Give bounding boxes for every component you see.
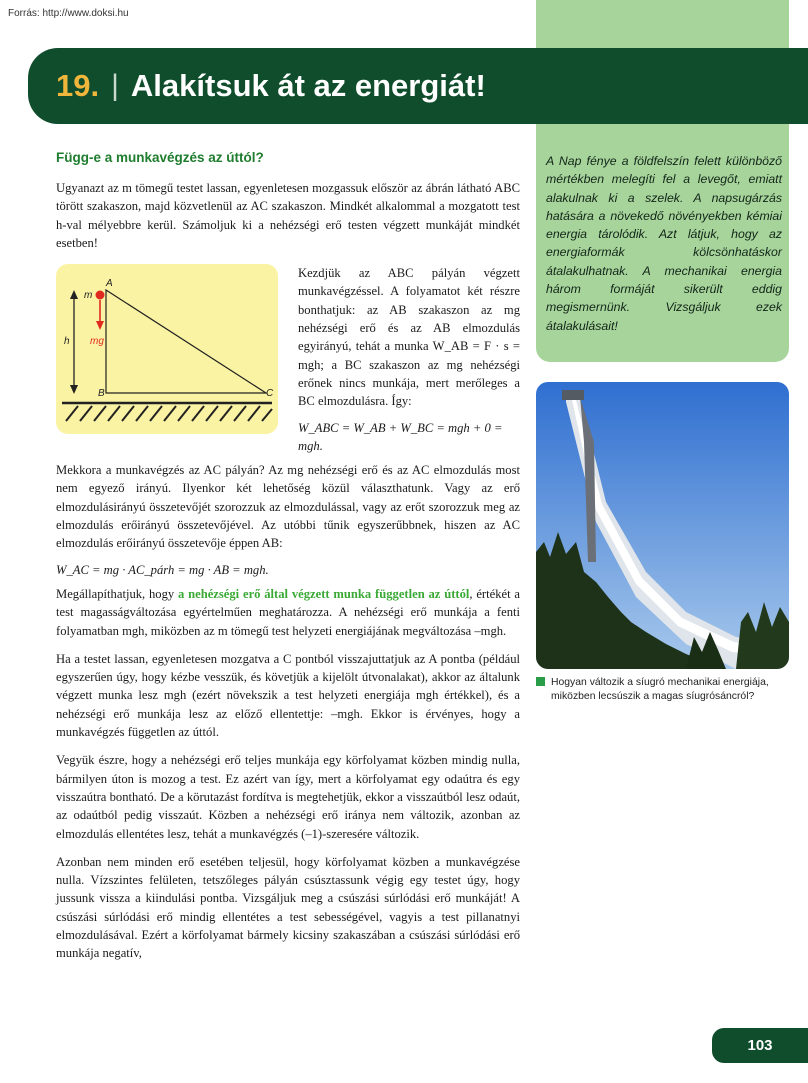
page-number: 103: [712, 1028, 808, 1063]
paragraph-return-path: Ha a testet lassan, egyenletesen mozgatva a C pontból visszajuttatjuk az A pontba (például egyszerűen úgy, hogy kézbe vesszük, és követjük a kijelölt útvonalakat), akkor az általunk végzett munka lesz mgh (ezért növekszik a test helyzeti energiája mgh értékkel), és a nehézségi erő munkája lesz az előző ellentettje: –mgh. Ekkor is érvényes, hogy a munkavégzés független az úttól.: [56, 651, 520, 740]
conclusion-start: Megállapíthatjuk, hogy: [56, 586, 178, 601]
label-A: A: [106, 278, 113, 290]
label-h: h: [64, 336, 70, 348]
conclusion-end: , értékét a test magasságváltozása egyértelműen meghatározza. A nehézségi erő munkája a fenti folyamatban mgh, miközben az m tömegű test helyzeti energiájának megváltozása –mgh.: [56, 586, 521, 638]
incline-diagram: [56, 264, 278, 434]
photo-caption: [536, 676, 791, 703]
caption-bullet-square: [536, 677, 545, 686]
figure-row: [56, 264, 520, 461]
main-column: [56, 150, 520, 963]
header-separator: |: [111, 69, 119, 102]
source-line: Forrás: http://www.doksi.hu: [8, 8, 129, 19]
caption-text: Hogyan változik a síugró mechanikai energiája, miközben lecsúszik a magas síugrósáncról?: [551, 677, 769, 702]
chapter-number: 19.: [56, 68, 100, 103]
paragraph-abc-path: Kezdjük az ABC pályán végzett munkavégzéssel. A folyamatot két részre bonthatjuk: az AB szakaszon az mg nehézségi erő és az AB elmozdulás egyirányú, tehát a munka W_AB = F · s = mgh; a BC szakaszon az mg nehézségi erőnek nincs munkája, mert merőleges a BC elmozdulásra. Így:: [298, 266, 520, 409]
paragraph-ac-path: Mekkora a munkavégzés az AC pályán? Az mg nehézségi erő és az AC elmozdulás most nem egyező irányú. Ilyenkor két lehetőség közül választhatunk. Vagy az erő elmozdulásirányú összetevőjét szorozzuk az elmozdulással, vagy az erőt szorozzuk meg az elmozdulás erőirányú összetevőjével. Az utóbbi tűnik egyszerűbbnek, hiszen az AC elmozdulás erőirányú összetevője éppen AB:: [56, 463, 520, 551]
side-intro-text: A Nap fénye a földfelszín felett különböző mértékben melegíti fel a levegőt, emiatt alakulnak ki a szelek. A napsugárzás hatására a növekedő növényekben kémiai energia tárolódik. Azt látjuk, hogy az energiaformák kölcsönhatáskor átalakulhatnak. A mechanikai energia három formáját sikerült eddig megismernünk. Vizsgáljuk ezek átalakulásait!: [546, 154, 782, 333]
chapter-title: Alakítsuk át az energiát!: [130, 68, 486, 103]
paragraph-intro: Ugyanazt az m tömegű testet lassan, egyenletesen mozgassuk először az ábrán látható ABC törött szakaszon, majd közvetlenül az AC szakaszon. Mindkét alkalommal a mozgatott test h-val mélyebbre kerül. Számoljuk ki a nehézségi erő testen végzett munkáját mindkét esetben!: [56, 181, 520, 250]
label-m: m: [84, 290, 93, 302]
label-B: B: [98, 388, 105, 400]
figure-side-text: [298, 264, 520, 461]
chapter-header: [28, 48, 808, 124]
paragraph-cycle: Vegyük észre, hogy a nehézségi erő teljes munkája egy körfolyamat közben mindig nulla, bármilyen úton is mozog a test. Ez azért van így, mert a körfolyamat egy odaútra és egy visszaútra bontható. De a körutazást fordítva is megtehetjük, ekkor a visszaútból lesz odaút, az odaútból pedig visszaút. Közben a nehézségi erő iránya nem változik, azonban az elmozdulás ellentétes lesz, tehát a munkavégzés (–1)-szeresére változik.: [56, 753, 520, 841]
label-C: C: [266, 388, 274, 400]
label-mg: mg: [90, 336, 104, 348]
highlighted-statement: a nehézségi erő által végzett munka független az úttól: [178, 586, 470, 601]
formula-abc: W_ABC = W_AB + W_BC = mgh + 0 = mgh.: [298, 420, 503, 453]
paragraph-friction: Azonban nem minden erő esetében teljesül, hogy körfolyamat közben a munkavégzése nulla. Vízszintes felületen, tetszőleges pályán csúsztassunk végig egy testet úgy, hogy jussunk vissza a kiindulási pontba. Vizsgáljuk meg a csúszási súrlódási erő munkáját! A csúszási súrlódási erő mindig ellentétes a test sebességével, vagyis a test pillanatnyi elmozdulásával. Ezért a körfolyamat bármely kicsiny szakaszában a csúszási súrlódási erő munkája negatív,: [56, 854, 520, 961]
section-subheading: Függ-e a munkavégzés az úttól?: [56, 150, 264, 165]
formula-ac: W_AC = mg · AC_párh = mg · AB = mgh.: [56, 562, 269, 577]
paragraph-conclusion: [56, 585, 520, 640]
ski-jump-photo: [536, 382, 789, 669]
